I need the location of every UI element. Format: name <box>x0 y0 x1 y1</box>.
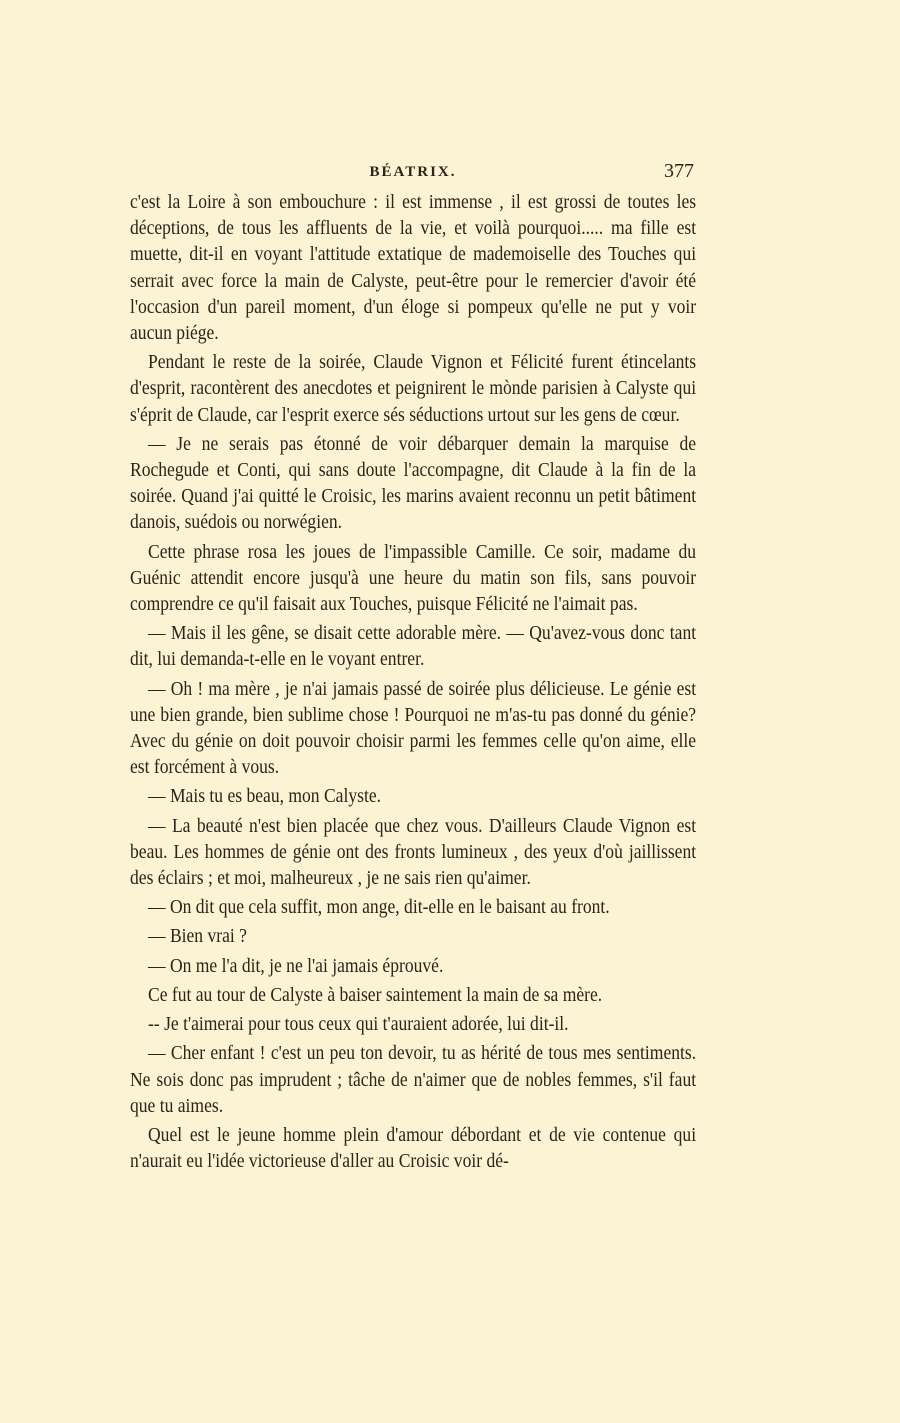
paragraph: — On dit que cela suffit, mon ange, dit-elle en le baisant au front. <box>148 897 610 919</box>
paragraph: — Cher enfant ! c'est un peu ton devoir, tu as hérité de tous mes sentiments. Ne sois donc pas imprudent ; tâche de n'aimer que de nobles femmes, s'il faut que tu aimes. <box>130 1043 697 1117</box>
paragraph: — On me l'a dit, je ne l'ai jamais éprouvé. <box>148 955 444 977</box>
running-title: BÉATRIX. <box>369 164 457 180</box>
book-page <box>130 160 696 1175</box>
paragraph: Quel est le jeune homme plein d'amour débordant et de vie contenue qui n'aurait eu l'idée victorieuse d'aller au Croisic voir dé- <box>130 1124 697 1173</box>
paragraph: — Bien vrai ? <box>148 926 247 948</box>
paragraph: — Oh ! ma mère , je n'ai jamais passé de soirée plus délicieuse. Le génie est une bien grande, bien sublime chose ! Pourquoi ne m'as-tu pas donné du génie? Avec du génie on doit pouvoir choisir parmi les femmes celle qu'on aime, elle est forcément à vous. <box>130 678 697 779</box>
paragraph: -- Je t'aimerai pour tous ceux qui t'auraient adorée, lui dit-il. <box>148 1014 569 1036</box>
paragraph: c'est la Loire à son embouchure : il est immense , il est grossi de toutes les déceptions, de tous les affluents de la vie, et voilà pourquoi..... ma fille est muette, dit-il en voyant l'attitude extatique de mademoiselle des Touches qui serrait avec force la main de Calyste, peut-être pour le remercier d'avoir été l'occasion d'un pareil moment, d'un éloge si pompeux qu'elle ne put y voir aucun piége. <box>130 192 697 345</box>
paragraph: Cette phrase rosa les joues de l'impassible Camille. Ce soir, madame du Guénic attendit encore jusqu'à une heure du matin son fils, sans pouvoir comprendre ce qu'il faisait aux Touches, puisque Félicité ne l'aimait pas. <box>130 541 697 616</box>
paragraph: — La beauté n'est bien placée que chez vous. D'ailleurs Claude Vignon est beau. Les hommes de génie ont des fronts lumineux , des yeux d'où jaillissent des éclairs ; et moi, malheureux , je ne sais rien qu'aimer. <box>130 815 697 890</box>
paragraph: — Mais il les gêne, se disait cette adorable mère. — Qu'avez-vous donc tant dit, lui demanda-t-elle en le voyant entrer. <box>130 623 697 671</box>
paragraph: Ce fut au tour de Calyste à baiser saintement la main de sa mère. <box>148 984 603 1006</box>
page-number: 377 <box>664 160 694 182</box>
body-text <box>130 190 696 1175</box>
running-header <box>130 160 696 190</box>
paragraph: — Mais tu es beau, mon Calyste. <box>148 786 382 808</box>
paragraph: — Je ne serais pas étonné de voir débarquer demain la marquise de Rochegude et Conti, qui sans doute l'accompagne, dit Claude à la fin de la soirée. Quand j'ai quitté le Croisic, les marins avaient reconnu un petit bâtiment danois, suédois ou norwégien. <box>130 433 697 534</box>
paragraph: Pendant le reste de la soirée, Claude Vignon et Félicité furent étincelants d'esprit, racontèrent des anecdotes et peignirent le mònde parisien à Calyste qui s'éprit de Claude, car l'esprit exerce sés séductions urtout sur les gens de cœur. <box>130 352 697 426</box>
